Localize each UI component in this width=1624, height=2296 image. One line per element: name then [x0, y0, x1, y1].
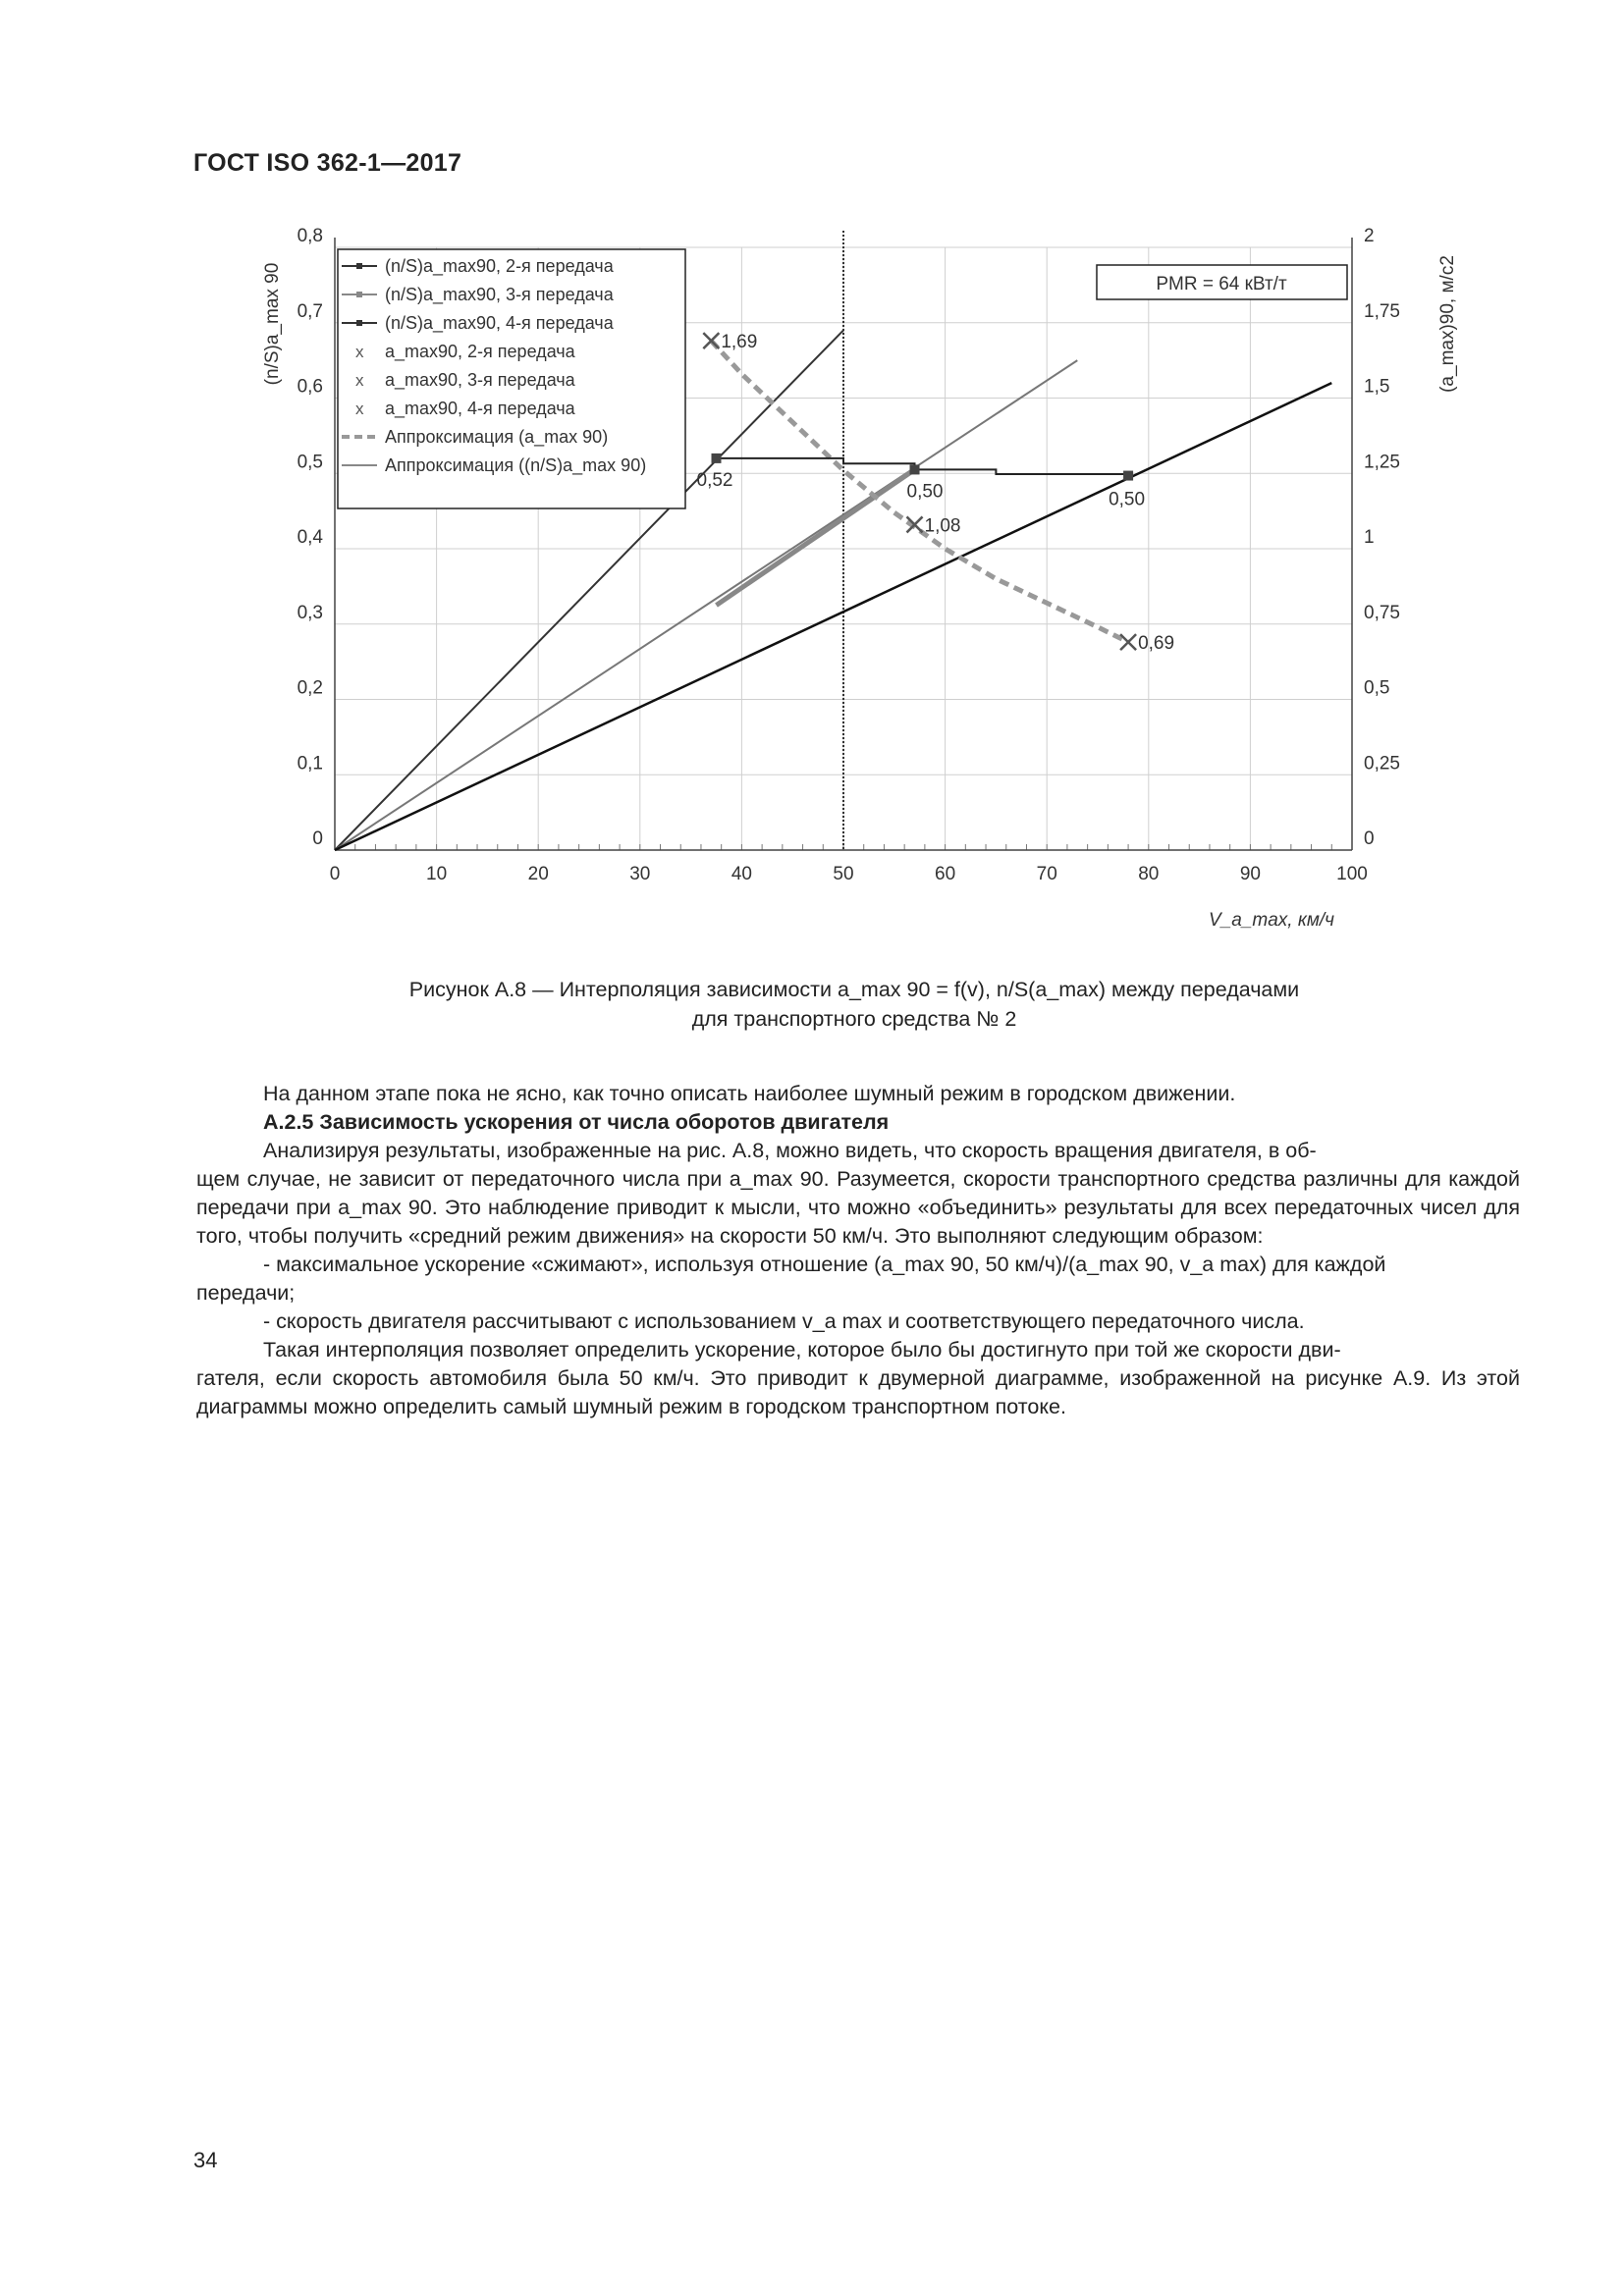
paragraph-3-first-line: Такая интерполяция позволяет определить ускорение, которое было бы достигнуто при той же скорости дви-	[263, 1338, 1341, 1362]
x-tick-label: 10	[426, 864, 448, 884]
y-left-axis-title: (n/S)a_max 90	[262, 262, 283, 386]
legend-label: Аппроксимация (a_max 90)	[385, 427, 609, 447]
x-tick-label: 70	[1036, 864, 1057, 884]
y-right-tick-label: 1	[1364, 527, 1375, 548]
legend-label: a_max90, 2-я передача	[385, 342, 575, 361]
legend-label: a_max90, 3-я передача	[385, 370, 575, 390]
y-left-tick-label: 0,6	[297, 376, 323, 398]
y-left-tick-label: 0,4	[297, 527, 323, 548]
paragraph-1: На данном этапе пока не ясно, как точно описать наиболее шумный режим в городском движении.	[263, 1082, 1236, 1105]
point-nS-label: 0,50	[906, 481, 944, 503]
y-left-tick-label: 0,2	[297, 677, 323, 699]
legend-label: a_max90, 4-я передача	[385, 399, 575, 418]
y-left-tick-label: 0	[312, 828, 323, 849]
bullet-2: - скорость двигателя рассчитывают с использованием v_a max и соответствующего передаточного числа.	[263, 1309, 1305, 1333]
x-tick-label: 50	[833, 864, 854, 884]
point-nS	[1123, 471, 1133, 481]
y-right-tick-label: 0,5	[1364, 677, 1390, 699]
paragraph-2-continuation: щем случае, не зависит от передаточного числа при a_max 90. Разумеется, скорости транспортного средства различны для каждой передачи при a_max 90. Это наблюдение приводит к мысли, что можно «объединить» результаты для всех передаточных чисел для того, чтобы получить «средний режим движения» на скорости 50 км/ч. Это выполняют следующим образом:	[196, 1167, 1520, 1248]
legend-swatch-cross: x	[355, 343, 364, 361]
x-tick-label: 90	[1239, 864, 1261, 884]
paragraph-2-first-line: Анализируя результаты, изображенные на рис. А.8, можно видеть, что скорость вращения двигателя, в об-	[263, 1139, 1317, 1162]
document-header: ГОСТ ISO 362-1—2017	[193, 149, 462, 177]
y-right-axis-title: (a_max)90, м/с2	[1437, 255, 1458, 393]
point-amax-label: 1,69	[721, 332, 758, 353]
y-right-tick-label: 0,25	[1364, 753, 1400, 774]
body-text	[196, 1080, 1520, 1421]
caption-line-1: Рисунок А.8 — Интерполяция зависимости a_max 90 = f(v), n/S(a_max) между передачами	[408, 978, 1300, 1001]
caption-line-2: для транспортного средства № 2	[691, 1007, 1017, 1031]
legend-label: (n/S)a_max90, 3-я передача	[385, 285, 614, 304]
y-left-tick-label: 0,3	[297, 602, 323, 623]
point-nS	[712, 454, 722, 463]
chart-labels	[697, 265, 1348, 654]
series-gear-highlight	[717, 469, 915, 605]
pmr-label: PMR = 64 кВт/т	[1156, 274, 1287, 294]
y-right-tick-label: 1,25	[1364, 452, 1400, 473]
y-right-tick-label: 1,75	[1364, 300, 1400, 322]
legend-swatch-marker	[356, 320, 362, 326]
legend-swatch-cross: x	[355, 371, 364, 390]
x-tick-label: 0	[329, 864, 341, 884]
y-right-tick-label: 0,75	[1364, 602, 1400, 623]
point-nS-label: 0,52	[696, 469, 733, 491]
y-left-tick-label: 0,8	[297, 226, 323, 246]
x-axis-title: V_a_max, км/ч	[1209, 910, 1334, 931]
point-nS	[910, 464, 920, 474]
figure-caption	[295, 975, 1414, 1034]
point-nS-label: 0,50	[1109, 489, 1146, 510]
y-right-tick-label: 1,5	[1364, 376, 1390, 398]
legend-label: (n/S)a_max90, 4-я передача	[385, 313, 614, 333]
x-tick-label: 20	[527, 864, 549, 884]
legend-swatch-marker	[356, 263, 362, 269]
legend-label: (n/S)a_max90, 2-я передача	[385, 256, 614, 276]
x-tick-label: 80	[1138, 864, 1160, 884]
x-tick-label: 60	[935, 864, 956, 884]
bullet-1-first-line: - максимальное ускорение «сжимают», используя отношение (a_max 90, 50 км/ч)/(a_max 90, v_a max) для каждой	[263, 1253, 1386, 1276]
legend-label: Аппроксимация ((n/S)a_max 90)	[385, 455, 647, 475]
point-amax-label: 0,69	[1138, 633, 1175, 655]
bullet-1-continuation: передачи;	[196, 1281, 296, 1305]
legend-swatch-cross: x	[355, 400, 364, 418]
chart-legend	[338, 249, 685, 508]
x-tick-label: 30	[629, 864, 651, 884]
x-tick-label: 40	[731, 864, 752, 884]
x-tick-label: 100	[1336, 864, 1368, 884]
legend-swatch-marker	[356, 292, 362, 297]
page-number: 34	[193, 2148, 218, 2172]
y-right-tick-label: 0	[1364, 828, 1375, 849]
y-left-tick-label: 0,7	[297, 300, 323, 322]
y-left-tick-label: 0,1	[297, 753, 323, 774]
y-left-tick-label: 0,5	[297, 452, 323, 473]
figure-chart	[0, 0, 1624, 982]
y-right-tick-label: 2	[1364, 226, 1375, 246]
paragraph-3-continuation: гателя, если скорость автомобиля была 50 км/ч. Это приводит к двумерной диаграмме, изображенной на рисунке А.9. Из этой диаграммы можно определить самый шумный режим в городском транспортном потоке.	[196, 1366, 1520, 1418]
section-heading: А.2.5 Зависимость ускорения от числа оборотов двигателя	[263, 1110, 890, 1134]
point-amax-label: 1,08	[924, 515, 961, 537]
